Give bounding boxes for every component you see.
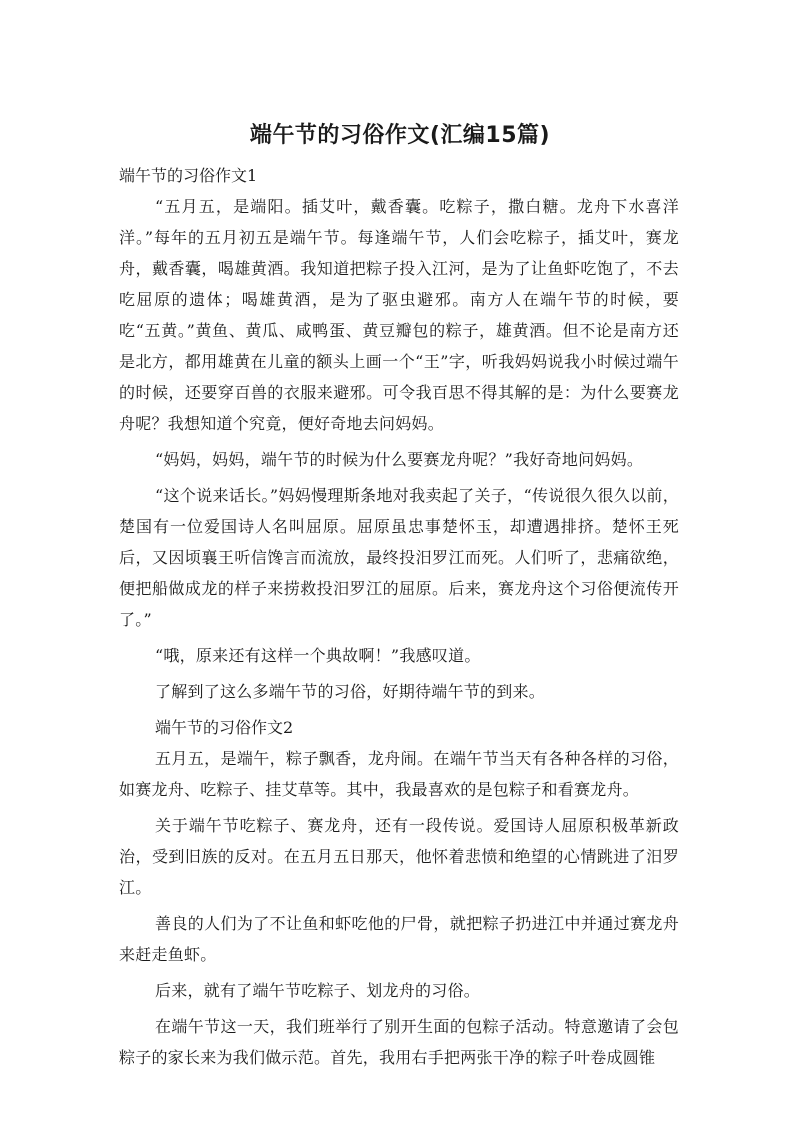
document-title: 端午节的习俗作文(汇编15篇) [249, 123, 551, 148]
paragraph: 关于端午节吃粽子、赛龙舟，还有一段传说。爱国诗人屈原积极革新政治，受到旧族的反对。在五月五日那天，他怀着悲愤和绝望的心情跳进了汨罗江。 [119, 816, 679, 897]
section-heading: 端午节的习俗作文1 [119, 166, 258, 185]
paragraph: 在端午节这一天，我们班举行了别开生面的包粽子活动。特意邀请了会包粽子的家长来为我们做示范。首先，我用右手把两张干净的粽子叶卷成圆锥 [119, 1017, 679, 1067]
paragraph: “这个说来话长。”妈妈慢理斯条地对我卖起了关子，“传说很久很久以前，楚国有一位爱国诗人名叫屈原。屈原虽忠事楚怀玉，却遭遇排挤。楚怀王死后，又因顷襄王听信馋言而流放，最终投汨罗江而死。人们听了，悲痛欲绝，便把船做成龙的样子来捞救投汨罗江的屈原。后来，赛龙舟这个习俗便流传开了。” [119, 486, 679, 629]
paragraph: “五月五，是端阳。插艾叶，戴香囊。吃粽子，撒白糖。龙舟下水喜洋洋。”每年的五月初五是端午节。每逢端午节，人们会吃粽子，插艾叶，赛龙舟，戴香囊，喝雄黄酒。我知道把粽子投入江河，是为了让鱼虾吃饱了，不去吃屈原的遗体；喝雄黄酒，是为了驱虫避邪。南方人在端午节的时候，要吃“五黄。”黄鱼、黄瓜、咸鸭蛋、黄豆瓣包的粽子，雄黄酒。但不论是南方还是北方，都用雄黄在儿童的额头上画一个“王”字，听我妈妈说我小时候过端午的时候，还要穿百兽的衣服来避邪。可令我百思不得其解的是：为什么要赛龙舟呢？我想知道个究竟，便好奇地去问妈妈。 [119, 197, 679, 433]
paragraph: “哦，原来还有这样一个典故啊！”我感叹道。 [155, 646, 481, 665]
paragraph: 后来，就有了端午节吃粽子、划龙舟的习俗。 [155, 981, 481, 1000]
paragraph: 善良的人们为了不让鱼和虾吃他的尸骨，就把粽子扔进江中并通过赛龙舟来赶走鱼虾。 [119, 914, 679, 964]
section-heading: 端午节的习俗作文2 [155, 718, 294, 737]
paragraph: 了解到了这么多端午节的习俗，好期待端午节的到来。 [155, 682, 546, 701]
paragraph: “妈妈，妈妈，端午节的时候为什么要赛龙舟呢？”我好奇地问妈妈。 [155, 450, 644, 469]
paragraph: 五月五，是端午，粽子飘香，龙舟闹。在端午节当天有各种各样的习俗，如赛龙舟、吃粽子、挂艾草等。其中，我最喜欢的是包粽子和看赛龙舟。 [119, 749, 679, 799]
document-body [119, 160, 679, 1073]
